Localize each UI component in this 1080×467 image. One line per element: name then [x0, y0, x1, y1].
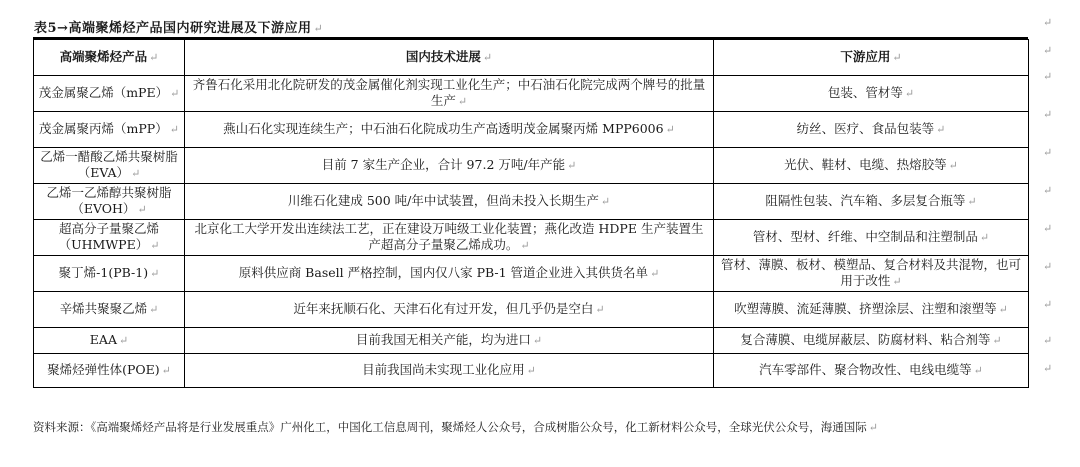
source-text: 资料来源：《高端聚烯烃产品将是行业发展重点》广州化工，中国化工信息周刊，聚烯烃人公众号，合成树脂公众号，化工新材料公众号，全球光伏公众号，海通国际: [33, 420, 867, 434]
table-row: [34, 76, 1029, 112]
cell-progress: 近年来抚顺石化、天津石化有过开发，但几乎仍是空白 ↵: [185, 292, 714, 328]
cell-downstream: 吹塑薄膜、流延薄膜、挤塑涂层、注塑和滚塑等 ↵: [714, 292, 1029, 328]
table-header-row: [34, 40, 1029, 76]
paragraph-mark-icon: ↵: [1043, 16, 1053, 29]
table-caption: [34, 17, 323, 36]
table-row: [34, 220, 1029, 256]
cell-progress: 目前我国尚未实现工业化应用 ↵: [185, 354, 714, 388]
cell-progress: 原料供应商 Basell 严格控制，国内仅八家 PB-1 管道企业进入其供货名单 ↵: [185, 256, 714, 292]
paragraph-mark-icon: ↵: [150, 267, 160, 280]
paragraph-mark-icon: ↵: [665, 123, 675, 136]
table-row: [34, 184, 1029, 220]
paragraph-mark-icon: ↵: [520, 239, 530, 252]
paragraph-mark-icon: ↵: [532, 334, 543, 347]
paragraph-mark-icon: ↵: [600, 195, 611, 208]
cell-product: 茂金属聚丙烯（mPP） ↵: [34, 112, 185, 148]
cell-downstream: 包装、管材等 ↵: [714, 76, 1029, 112]
paragraph-mark-icon: ↵: [892, 275, 902, 288]
cell-downstream: 复合薄膜、电缆屏蔽层、防腐材料、粘合剂等 ↵: [714, 328, 1029, 354]
paragraph-mark-icon: ↵: [948, 159, 958, 172]
paragraph-mark-icon: ↵: [118, 334, 129, 347]
cell-downstream: 汽车零部件、聚合物改性、电线电缆等 ↵: [714, 354, 1029, 388]
table-row: [34, 112, 1029, 148]
cell-downstream: 管材、薄膜、板材、模塑品、复合材料及共混物，也可用于改性 ↵: [714, 256, 1029, 292]
paragraph-mark-icon: ↵: [1043, 70, 1053, 83]
cell-product: 乙烯一醋酸乙烯共聚树脂（EVA） ↵: [34, 148, 185, 184]
paragraph-mark-icon: ↵: [526, 364, 536, 377]
table-row: [34, 292, 1029, 328]
cell-downstream: 管材、型材、纤维、中空制品和注塑制品 ↵: [714, 220, 1029, 256]
paragraph-mark-icon: ↵: [1043, 362, 1053, 375]
cell-progress: 目前我国无相关产能，均为进口 ↵: [185, 328, 714, 354]
paragraph-mark-icon: ↵: [936, 123, 946, 136]
cell-downstream: 纺丝、医疗、食品包装等 ↵: [714, 112, 1029, 148]
row-end-marks: [1043, 0, 1063, 467]
paragraph-mark-icon: ↵: [979, 231, 990, 244]
cell-product: 聚丁烯-1(PB-1) ↵: [34, 256, 185, 292]
cell-product: 茂金属聚乙烯（mPE） ↵: [34, 76, 185, 112]
cell-progress: 川维石化建成 500 吨/年中试装置，但尚未投入长期生产 ↵: [185, 184, 714, 220]
paragraph-mark-icon: ↵: [1043, 222, 1053, 235]
paragraph-mark-icon: ↵: [149, 303, 159, 316]
cell-product: 聚烯烃弹性体(POE) ↵: [34, 354, 185, 388]
paragraph-mark-icon: ↵: [998, 303, 1008, 316]
paragraph-mark-icon: ↵: [1043, 334, 1053, 347]
paragraph-mark-icon: ↵: [313, 22, 324, 35]
paragraph-mark-icon: ↵: [1043, 298, 1053, 311]
paragraph-mark-icon: ↵: [1043, 44, 1053, 57]
table-row: [34, 354, 1029, 388]
table-row: [34, 328, 1029, 354]
paragraph-mark-icon: ↵: [567, 159, 577, 172]
paragraph-mark-icon: ↵: [892, 51, 902, 64]
paragraph-mark-icon: ↵: [169, 123, 179, 136]
cell-product: 超高分子量聚乙烯（UHMWPE） ↵: [34, 220, 185, 256]
paragraph-mark-icon: ↵: [1043, 260, 1053, 273]
cell-progress: 目前 7 家生产企业，合计 97.2 万吨/年产能 ↵: [185, 148, 714, 184]
cell-progress: 北京化工大学开发出连续法工艺，正在建设万吨级工业化装置；燕化改造 HDPE 生产装置生产超高分子量聚乙烯成功。 ↵: [185, 220, 714, 256]
source-note: [33, 418, 1023, 437]
paragraph-mark-icon: ↵: [161, 364, 171, 377]
paragraph-mark-icon: ↵: [1043, 108, 1053, 121]
paragraph-mark-icon: ↵: [150, 239, 160, 252]
cell-product: 乙烯一乙烯醇共聚树脂（EVOH） ↵: [34, 184, 185, 220]
paragraph-mark-icon: ↵: [457, 95, 468, 108]
cell-downstream: 光伏、鞋材、电缆、热熔胶等 ↵: [714, 148, 1029, 184]
paragraph-mark-icon: ↵: [904, 87, 915, 100]
cell-product: 辛烯共聚聚乙烯 ↵: [34, 292, 185, 328]
paragraph-mark-icon: ↵: [595, 303, 605, 316]
cell-downstream: 阻隔性包装、汽车箱、多层复合瓶等 ↵: [714, 184, 1029, 220]
header-product: 高端聚烯烃产品 ↵: [34, 40, 185, 76]
paragraph-mark-icon: ↵: [149, 51, 159, 64]
paragraph-mark-icon: ↵: [170, 87, 180, 100]
paragraph-mark-icon: ↵: [1043, 146, 1053, 159]
paragraph-mark-icon: ↵: [650, 267, 660, 280]
paragraph-mark-icon: ↵: [967, 195, 977, 208]
cell-progress: 燕山石化实现连续生产；中石油石化院成功生产高透明茂金属聚丙烯 MPP6006 ↵: [185, 112, 714, 148]
table-row: [34, 148, 1029, 184]
paragraph-mark-icon: ↵: [992, 334, 1002, 347]
progress-table: [33, 39, 1029, 388]
paragraph-mark-icon: ↵: [973, 364, 983, 377]
paragraph-mark-icon: ↵: [137, 203, 147, 216]
table-row: [34, 256, 1029, 292]
cell-product: EAA ↵: [34, 328, 185, 354]
header-progress: 国内技术进展 ↵: [185, 40, 714, 76]
cell-progress: 齐鲁石化采用北化院研发的茂金属催化剂实现工业化生产；中石油石化院完成两个牌号的批量生产 ↵: [185, 76, 714, 112]
paragraph-mark-icon: ↵: [131, 167, 141, 180]
paragraph-mark-icon: ↵: [482, 51, 493, 64]
header-downstream: 下游应用 ↵: [714, 40, 1029, 76]
caption-text: 表5→高端聚烯烃产品国内研究进展及下游应用: [34, 21, 312, 36]
paragraph-mark-icon: ↵: [1043, 184, 1053, 197]
paragraph-mark-icon: ↵: [868, 421, 878, 434]
